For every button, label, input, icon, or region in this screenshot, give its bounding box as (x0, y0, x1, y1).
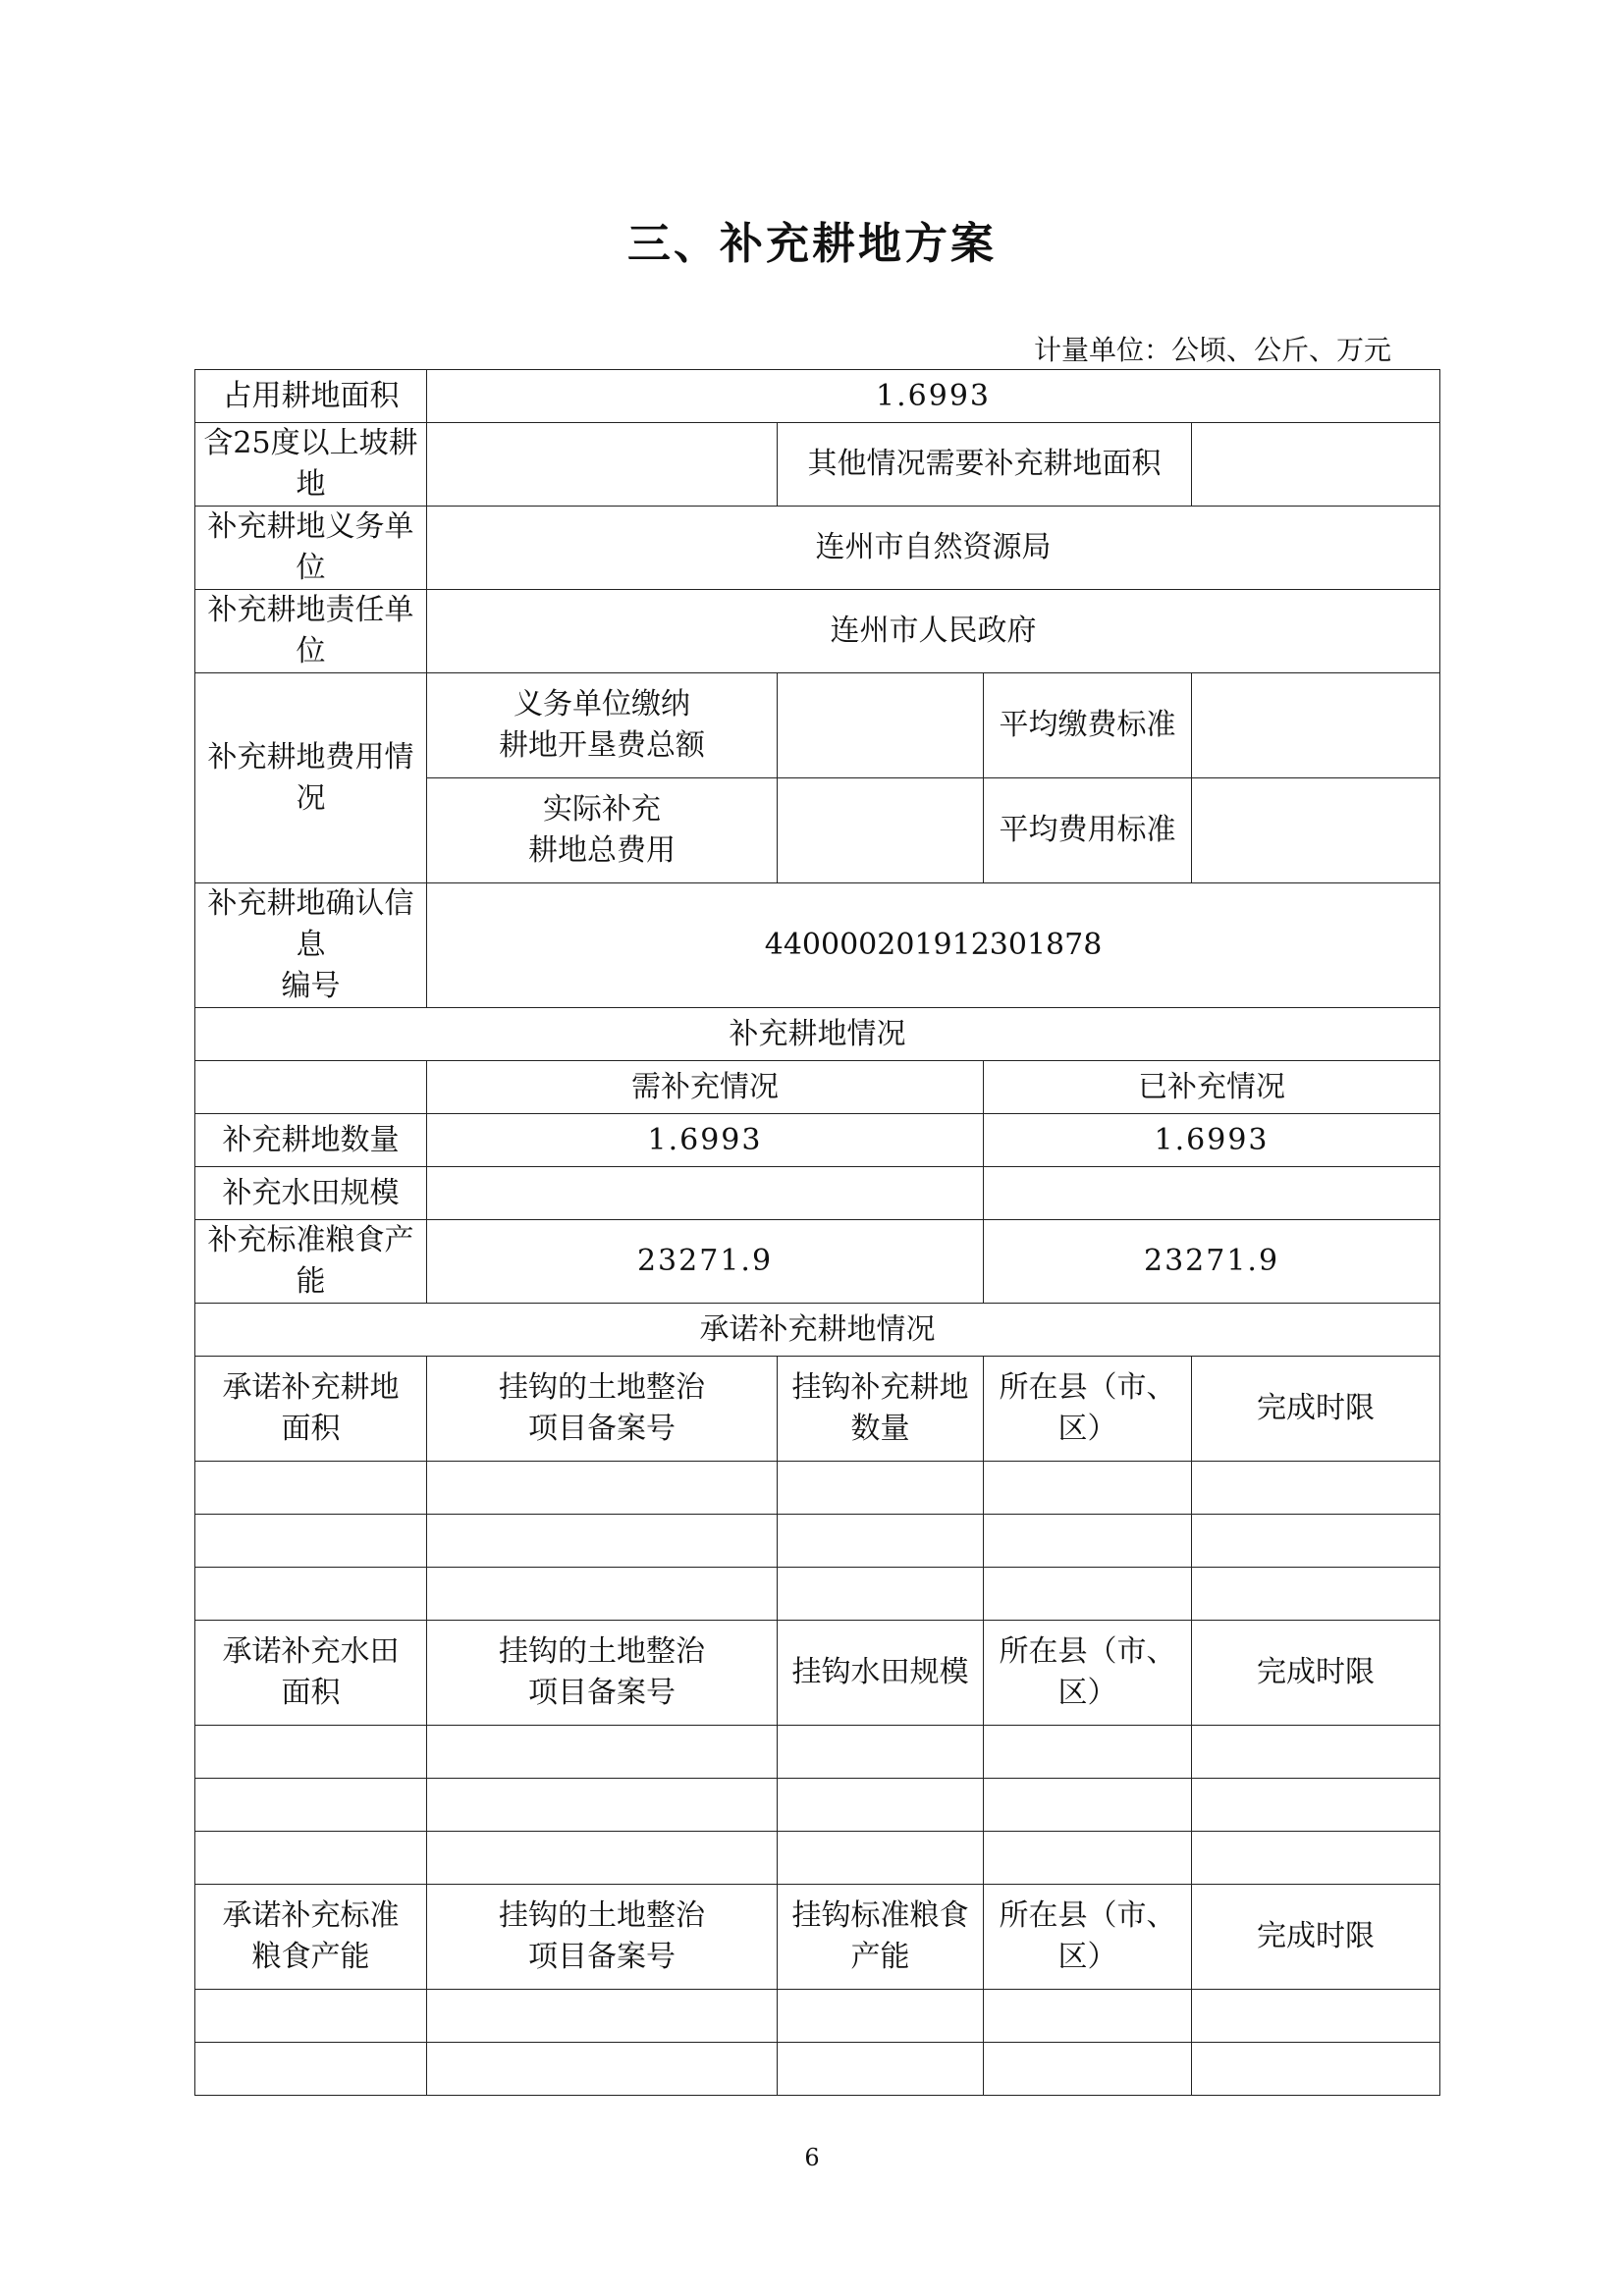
occupied-area-value: 1.6993 (427, 370, 1440, 423)
promise-data-cell (1192, 1726, 1440, 1779)
supplement-plan-grid (194, 369, 1440, 2096)
avg-pay-value (1192, 673, 1440, 778)
table-row (195, 1832, 1440, 1885)
unit-note: 计量单位：公顷、公斤、万元 (1033, 334, 1391, 366)
promise-header-cell: 所在县（市、 区） (984, 1357, 1192, 1462)
table-row (195, 1462, 1440, 1515)
paid-fee-label: 义务单位缴纳 耕地开垦费总额 (427, 673, 778, 778)
table-row (195, 2043, 1440, 2096)
promise-header-cell: 承诺补充水田 面积 (195, 1621, 427, 1726)
done-supplement-header: 已补充情况 (984, 1061, 1440, 1114)
table-row (195, 1061, 1440, 1114)
page-number: 6 (804, 2144, 820, 2171)
table-row (195, 673, 1440, 778)
promise-header-cell: 承诺补充标准 粮食产能 (195, 1885, 427, 1990)
promise-data-cell (778, 1726, 984, 1779)
promise-data-cell (427, 1726, 778, 1779)
other-supplement-value (1192, 423, 1440, 507)
promise-data-cell (195, 1726, 427, 1779)
promise-data-cell (984, 1779, 1192, 1832)
promise-data-cell (195, 1568, 427, 1621)
promise-data-cell (427, 1515, 778, 1568)
need-supplement-value (427, 1167, 984, 1220)
promise-data-cell (195, 1779, 427, 1832)
promise-data-cell (778, 2043, 984, 2096)
promise-header-cell: 完成时限 (1192, 1885, 1440, 1990)
supplement-row-label: 补充耕地数量 (195, 1114, 427, 1167)
done-supplement-value: 1.6993 (984, 1114, 1440, 1167)
occupied-area-label: 占用耕地面积 (195, 370, 427, 423)
promise-data-cell (984, 1990, 1192, 2043)
promise-data-cell (1192, 1990, 1440, 2043)
done-supplement-value (984, 1167, 1440, 1220)
promise-section-header: 承诺补充耕地情况 (195, 1304, 1440, 1357)
table-row (195, 1726, 1440, 1779)
avg-cost-label: 平均费用标准 (984, 778, 1192, 883)
table-row (195, 1621, 1440, 1726)
promise-data-cell (1192, 2043, 1440, 2096)
promise-data-cell (427, 1990, 778, 2043)
promise-data-cell (984, 1726, 1192, 1779)
promise-data-cell (427, 2043, 778, 2096)
promise-data-cell (778, 1462, 984, 1515)
promise-header-cell: 挂钩的土地整治 项目备案号 (427, 1885, 778, 1990)
promise-data-cell (984, 1462, 1192, 1515)
promise-data-cell (1192, 1779, 1440, 1832)
actual-cost-label: 实际补充 耕地总费用 (427, 778, 778, 883)
slope-land-label: 含25度以上坡耕地 (195, 423, 427, 507)
promise-header-cell: 挂钩标准粮食产能 (778, 1885, 984, 1990)
promise-data-cell (195, 1515, 427, 1568)
need-supplement-value: 23271.9 (427, 1220, 984, 1304)
supplement-row-label: 补充水田规模 (195, 1167, 427, 1220)
table-row (195, 883, 1440, 1008)
promise-header-cell: 挂钩补充耕地数量 (778, 1357, 984, 1462)
promise-data-cell (984, 2043, 1192, 2096)
table-row (195, 1114, 1440, 1167)
table-row (195, 1357, 1440, 1462)
promise-data-cell (195, 2043, 427, 2096)
other-supplement-label: 其他情况需要补充耕地面积 (778, 423, 1192, 507)
table-row (195, 1990, 1440, 2043)
need-supplement-value: 1.6993 (427, 1114, 984, 1167)
responsible-unit-label: 补充耕地责任单位 (195, 590, 427, 673)
promise-data-cell (1192, 1515, 1440, 1568)
promise-data-cell (427, 1568, 778, 1621)
promise-data-cell (984, 1832, 1192, 1885)
supplement-col-blank (195, 1061, 427, 1114)
promise-header-cell: 挂钩水田规模 (778, 1621, 984, 1726)
promise-data-cell (427, 1832, 778, 1885)
avg-cost-value (1192, 778, 1440, 883)
responsible-unit-value: 连州市人民政府 (427, 590, 1440, 673)
obligation-unit-value: 连州市自然资源局 (427, 507, 1440, 590)
table-row (195, 1220, 1440, 1304)
avg-pay-label: 平均缴费标准 (984, 673, 1192, 778)
promise-data-cell (778, 1515, 984, 1568)
promise-header-cell: 承诺补充耕地 面积 (195, 1357, 427, 1462)
table-row (195, 1167, 1440, 1220)
done-supplement-value: 23271.9 (984, 1220, 1440, 1304)
promise-data-cell (1192, 1462, 1440, 1515)
supplement-section-header: 补充耕地情况 (195, 1008, 1440, 1061)
page-title: 三、补充耕地方案 (627, 219, 997, 269)
promise-data-cell (195, 1462, 427, 1515)
promise-data-cell (427, 1462, 778, 1515)
table-row (195, 507, 1440, 590)
promise-data-cell (1192, 1832, 1440, 1885)
promise-data-cell (195, 1990, 427, 2043)
table-row (195, 370, 1440, 423)
promise-header-cell: 挂钩的土地整治 项目备案号 (427, 1621, 778, 1726)
table-row (195, 590, 1440, 673)
promise-data-cell (778, 1832, 984, 1885)
table-row (195, 1885, 1440, 1990)
promise-data-cell (778, 1779, 984, 1832)
promise-header-cell: 完成时限 (1192, 1357, 1440, 1462)
table-row (195, 1779, 1440, 1832)
table-row (195, 1568, 1440, 1621)
obligation-unit-label: 补充耕地义务单位 (195, 507, 427, 590)
promise-data-cell (427, 1779, 778, 1832)
actual-cost-value (778, 778, 984, 883)
supplement-row-label: 补充标准粮食产能 (195, 1220, 427, 1304)
promise-data-cell (1192, 1568, 1440, 1621)
promise-header-cell: 所在县（市、 区） (984, 1885, 1192, 1990)
paid-fee-value (778, 673, 984, 778)
table-row (195, 1008, 1440, 1061)
confirm-number-value: 440000201912301878 (427, 883, 1440, 1008)
promise-data-cell (984, 1568, 1192, 1621)
table-row (195, 1304, 1440, 1357)
cost-label: 补充耕地费用情况 (195, 673, 427, 883)
table-row (195, 1515, 1440, 1568)
table-row (195, 423, 1440, 507)
slope-land-value (427, 423, 778, 507)
promise-data-cell (195, 1832, 427, 1885)
need-supplement-header: 需补充情况 (427, 1061, 984, 1114)
confirm-number-label: 补充耕地确认信息 编号 (195, 883, 427, 1008)
promise-data-cell (778, 1990, 984, 2043)
promise-data-cell (984, 1515, 1192, 1568)
promise-header-cell: 所在县（市、 区） (984, 1621, 1192, 1726)
promise-header-cell: 挂钩的土地整治 项目备案号 (427, 1357, 778, 1462)
promise-data-cell (778, 1568, 984, 1621)
promise-header-cell: 完成时限 (1192, 1621, 1440, 1726)
